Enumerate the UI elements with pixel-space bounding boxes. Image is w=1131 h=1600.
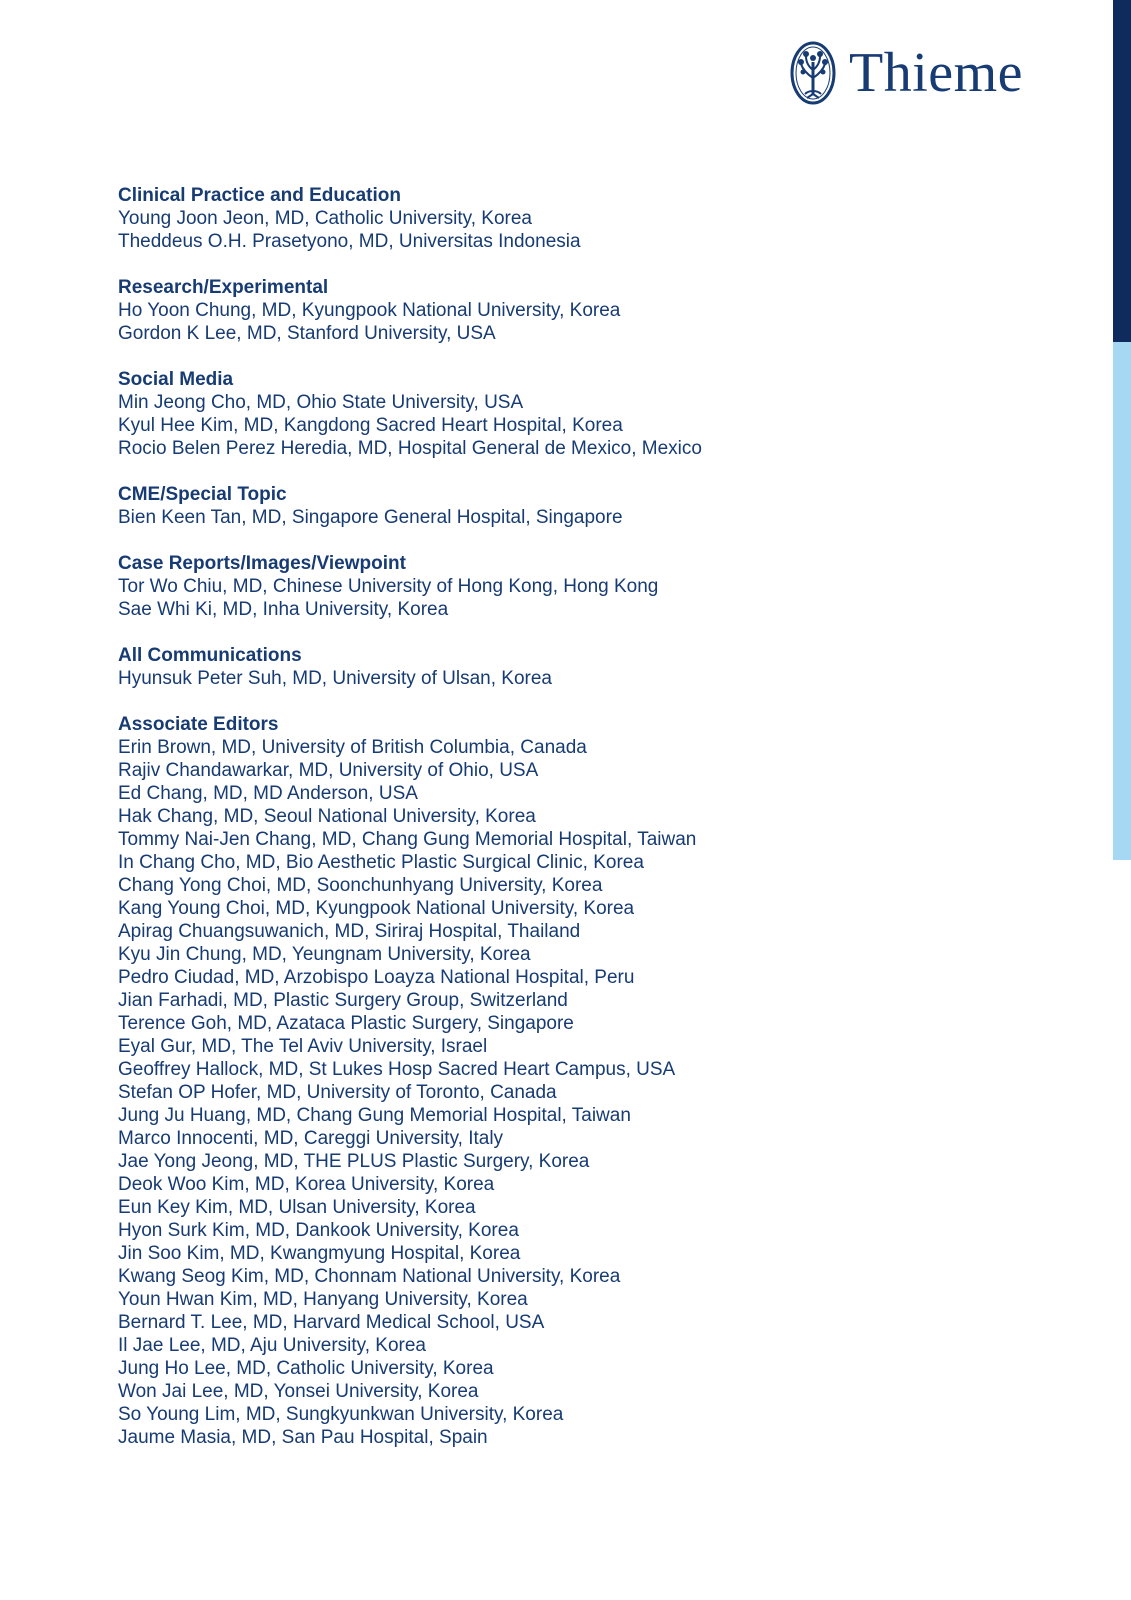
editor-entry: Deok Woo Kim, MD, Korea University, Korea <box>118 1174 495 1195</box>
editor-entry: Hyon Surk Kim, MD, Dankook University, Korea <box>118 1220 519 1241</box>
editor-entry: Apirag Chuangsuwanich, MD, Siriraj Hospital, Thailand <box>118 921 581 942</box>
editor-entry: Ho Yoon Chung, MD, Kyungpook National University, Korea <box>118 300 621 321</box>
editor-entry: So Young Lim, MD, Sungkyunkwan University, Korea <box>118 1404 564 1425</box>
editor-entry: Stefan OP Hofer, MD, University of Toronto, Canada <box>118 1082 557 1103</box>
editor-entry: Kyu Jin Chung, MD, Yeungnam University, Korea <box>118 944 531 965</box>
editor-entry: Kang Young Choi, MD, Kyungpook National University, Korea <box>118 898 635 919</box>
section-title: Associate Editors <box>118 714 279 735</box>
sidebar-accent-dark <box>1113 0 1131 342</box>
editor-entry: Bien Keen Tan, MD, Singapore General Hospital, Singapore <box>118 507 623 528</box>
logo-wordmark: Thieme <box>849 42 1024 104</box>
section-title: Clinical Practice and Education <box>118 185 401 206</box>
editor-entry: Jaume Masia, MD, San Pau Hospital, Spain <box>118 1427 488 1448</box>
editor-entry: Eyal Gur, MD, The Tel Aviv University, Israel <box>118 1036 488 1057</box>
sidebar-accent-light <box>1113 342 1131 860</box>
editor-entry: Eun Key Kim, MD, Ulsan University, Korea <box>118 1197 476 1218</box>
editorial-section <box>118 368 1078 460</box>
editorial-section <box>118 713 1078 1449</box>
editor-entry: Tor Wo Chiu, MD, Chinese University of Hong Kong, Hong Kong <box>118 576 659 597</box>
editor-entry: Hyunsuk Peter Suh, MD, University of Ulsan, Korea <box>118 668 553 689</box>
publisher-logo <box>789 38 1023 108</box>
section-title: Research/Experimental <box>118 277 329 298</box>
editorial-section <box>118 276 1078 345</box>
editor-entry: Hak Chang, MD, Seoul National University, Korea <box>118 806 536 827</box>
editor-entry: Il Jae Lee, MD, Aju University, Korea <box>118 1335 426 1356</box>
section-title: CME/Special Topic <box>118 484 287 505</box>
editor-entry: Min Jeong Cho, MD, Ohio State University, USA <box>118 392 524 413</box>
editor-entry: Marco Innocenti, MD, Careggi University, Italy <box>118 1128 504 1149</box>
section-title: Social Media <box>118 369 234 390</box>
editor-entry: Pedro Ciudad, MD, Arzobispo Loayza National Hospital, Peru <box>118 967 635 988</box>
editor-entry: Youn Hwan Kim, MD, Hanyang University, Korea <box>118 1289 528 1310</box>
section-title: All Communications <box>118 645 302 666</box>
editorial-section <box>118 483 1078 529</box>
editor-entry: Rocio Belen Perez Heredia, MD, Hospital General de Mexico, Mexico <box>118 438 702 459</box>
editor-entry: Ed Chang, MD, MD Anderson, USA <box>118 783 418 804</box>
editor-entry: Geoffrey Hallock, MD, St Lukes Hosp Sacred Heart Campus, USA <box>118 1059 676 1080</box>
editor-entry: Theddeus O.H. Prasetyono, MD, Universitas Indonesia <box>118 231 581 252</box>
editorial-section <box>118 552 1078 621</box>
editor-entry: Jin Soo Kim, MD, Kwangmyung Hospital, Korea <box>118 1243 521 1264</box>
editor-entry: In Chang Cho, MD, Bio Aesthetic Plastic Surgical Clinic, Korea <box>118 852 644 873</box>
editorial-board-list <box>118 184 1078 1472</box>
editor-entry: Gordon K Lee, MD, Stanford University, USA <box>118 323 496 344</box>
editor-entry: Sae Whi Ki, MD, Inha University, Korea <box>118 599 449 620</box>
editor-entry: Chang Yong Choi, MD, Soonchunhyang University, Korea <box>118 875 603 896</box>
section-title: Case Reports/Images/Viewpoint <box>118 553 406 574</box>
editorial-section <box>118 184 1078 253</box>
editor-entry: Jae Yong Jeong, MD, THE PLUS Plastic Surgery, Korea <box>118 1151 590 1172</box>
editor-entry: Won Jai Lee, MD, Yonsei University, Korea <box>118 1381 479 1402</box>
editor-entry: Terence Goh, MD, Azataca Plastic Surgery, Singapore <box>118 1013 574 1034</box>
tree-emblem-icon <box>789 40 837 106</box>
editor-entry: Erin Brown, MD, University of British Columbia, Canada <box>118 737 587 758</box>
editor-entry: Jian Farhadi, MD, Plastic Surgery Group, Switzerland <box>118 990 568 1011</box>
editor-entry: Bernard T. Lee, MD, Harvard Medical School, USA <box>118 1312 545 1333</box>
editor-entry: Young Joon Jeon, MD, Catholic University, Korea <box>118 208 532 229</box>
editorial-section <box>118 644 1078 690</box>
editor-entry: Rajiv Chandawarkar, MD, University of Ohio, USA <box>118 760 539 781</box>
editor-entry: Tommy Nai-Jen Chang, MD, Chang Gung Memorial Hospital, Taiwan <box>118 829 697 850</box>
editor-entry: Kwang Seog Kim, MD, Chonnam National University, Korea <box>118 1266 621 1287</box>
editor-entry: Kyul Hee Kim, MD, Kangdong Sacred Heart Hospital, Korea <box>118 415 623 436</box>
editor-entry: Jung Ju Huang, MD, Chang Gung Memorial Hospital, Taiwan <box>118 1105 631 1126</box>
editor-entry: Jung Ho Lee, MD, Catholic University, Korea <box>118 1358 494 1379</box>
